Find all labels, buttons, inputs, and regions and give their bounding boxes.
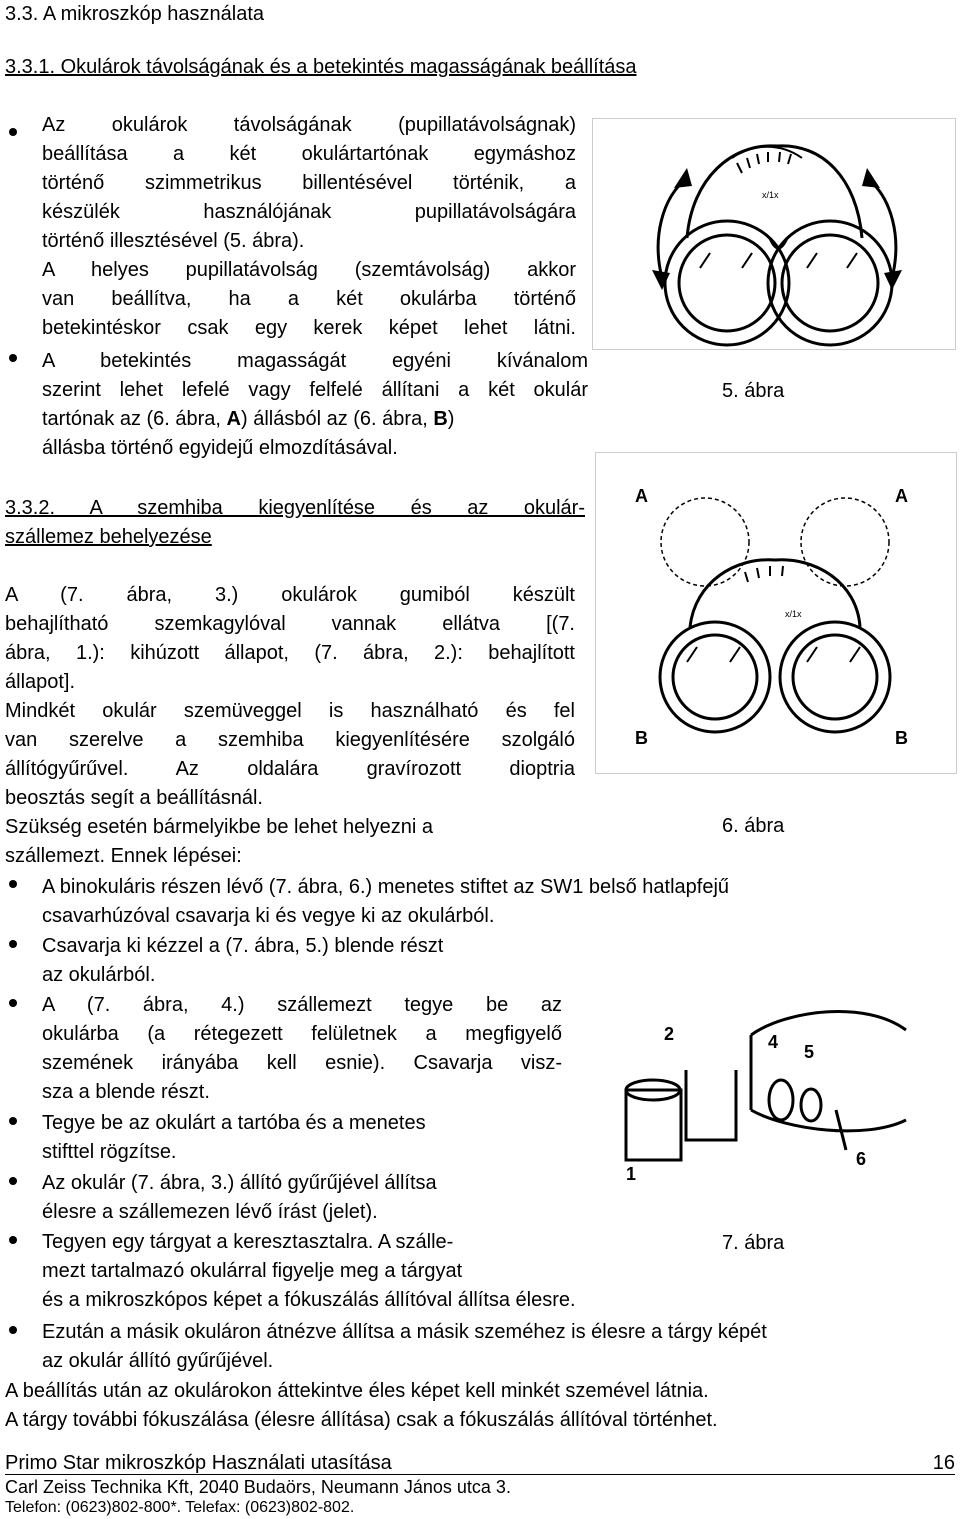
- text-line: szállemezt. Ennek lépései:: [5, 845, 242, 867]
- text-line: A betekintés magasságát egyéni kívánalom: [42, 350, 588, 372]
- text-line: tartónak az (6. ábra, A) állásból az (6. ábra, B): [42, 408, 455, 430]
- text-line: beállítása a két okulártartónak egymáshoz: [42, 143, 576, 165]
- figure-5-caption: 5. ábra: [722, 380, 785, 402]
- closing-paragraph: [5, 1377, 718, 1435]
- step-6: [42, 1228, 576, 1315]
- figure-5-binocular-top-view: [592, 118, 956, 350]
- text-line: A (7. ábra, 4.) szállemezt tegye be az: [42, 994, 562, 1016]
- text-line: betekintéskor csak egy kerek képet lehet látni.: [42, 317, 576, 339]
- figure-6-binocular-positions: [595, 452, 957, 774]
- text-line: A helyes pupillatávolság (szemtávolság) akkor: [42, 259, 576, 281]
- text-line: készülék használójának pupillatávolságára: [42, 201, 576, 223]
- footer-title: Primo Star mikroszkóp Használati utasítása: [5, 1452, 392, 1474]
- bullet: [9, 128, 17, 136]
- paragraph-viewing-height: [42, 347, 588, 463]
- part-label-1: 1: [626, 1164, 637, 1184]
- text-line: Az okulárok távolságának (pupillatávolságnak): [42, 114, 576, 136]
- bullet: [9, 880, 17, 888]
- text-line: és a mikroszkópos képet a fókuszálás állítóval állítsa élesre.: [42, 1289, 576, 1311]
- text-line: mezt tartalmazó okulárral figyelje meg a tárgyat: [42, 1260, 463, 1282]
- paragraph-pupil-distance: [42, 111, 576, 343]
- bullet: [9, 999, 17, 1007]
- text-line: A (7. ábra, 3.) okulárok gumiból készült: [5, 584, 575, 606]
- text-line: van beállítva, ha a két okulárba történő: [42, 288, 576, 310]
- step-2: [42, 932, 443, 990]
- step-5: [42, 1169, 437, 1227]
- text-line: szállemez behelyezése: [5, 526, 212, 548]
- label-A-right: A: [895, 486, 908, 506]
- footer-contact: Telefon: (0623)802-800*. Telefax: (0623)802-802.: [5, 1499, 355, 1516]
- text-line: Tegye be az okulárt a tartóba és a menetes: [42, 1112, 426, 1134]
- step-3: [42, 991, 562, 1107]
- text-line: beosztás segít a beállításnál.: [5, 787, 263, 809]
- subsection-heading: 3.3.1. Okulárok távolságának és a betekintés magasságának beállítása: [5, 56, 637, 78]
- footer-title-row: [5, 1452, 955, 1475]
- text-line: állapot].: [5, 671, 76, 693]
- part-label-4: 4: [768, 1032, 779, 1052]
- text-line: szerint lehet lefelé vagy felfelé állítani a két okulár: [42, 379, 588, 401]
- text-line: állásba történő egyidejű elmozdításával.: [42, 437, 398, 459]
- text-line: történő szimmetrikus billentésével történik, a: [42, 172, 576, 194]
- text-line: Szükség esetén bármelyikbe be lehet helyezni a: [5, 816, 434, 838]
- text-line: A binokuláris részen lévő (7. ábra, 6.) menetes stiftet az SW1 belső hatlapfejű: [42, 876, 730, 898]
- text-line: az okulárból.: [42, 964, 156, 986]
- text-line: Csavarja ki kézzel a (7. ábra, 5.) blende részt: [42, 935, 444, 957]
- step-7: [42, 1318, 767, 1376]
- text-line: 3.3.2. A szemhiba kiegyenlítése és az okulár-: [5, 497, 585, 519]
- text-line: Tegyen egy tárgyat a keresztasztalra. A szálle-: [42, 1231, 454, 1253]
- text-line: sza a blende részt.: [42, 1081, 210, 1103]
- bullet: [9, 1326, 17, 1334]
- text-line: A tárgy további fókuszálása (élesre állítása) csak a fókuszálás állítóval történhet.: [5, 1409, 718, 1431]
- text-line: van szerelve a szemhiba kiegyenlítésére szolgáló: [5, 729, 575, 751]
- bullet: [9, 1236, 17, 1244]
- paragraph-eyecups: [5, 581, 575, 871]
- text-line: ábra, 1.): kihúzott állapot, (7. ábra, 2.): behajlított: [5, 642, 575, 664]
- text-line: Ezután a másik okuláron átnézve állítsa a másik szeméhez is élesre a tárgy képét: [42, 1321, 767, 1343]
- bullet: [9, 1117, 17, 1125]
- text-line: stifttel rögzítse.: [42, 1141, 177, 1163]
- section-heading: 3.3. A mikroszkóp használata: [5, 3, 265, 25]
- text-line: behajlítható szemkagylóval vannak ellátva [(7.: [5, 613, 575, 635]
- text-line: A beállítás után az okulárokon áttekintve éles képet kell minkét szemével látnia.: [5, 1380, 709, 1402]
- text-line: Az okulár (7. ábra, 3.) állító gyűrűjével állítsa: [42, 1172, 437, 1194]
- bullet: [9, 1177, 17, 1185]
- step-4: [42, 1109, 426, 1167]
- label-B-right: B: [895, 728, 908, 748]
- text-line: Mindkét okulár szemüveggel is használható és fel: [5, 700, 575, 722]
- dial-label: x/1x: [785, 609, 802, 619]
- figure-7-caption: 7. ábra: [722, 1232, 785, 1254]
- text-line: szemének irányába kell esnie). Csavarja visz-: [42, 1052, 562, 1074]
- label-A-left: A: [635, 486, 648, 506]
- page-number: 16: [932, 1452, 955, 1474]
- dial-label: x/1x: [762, 190, 779, 200]
- text-line: állítógyűrűvel. Az oldalára gravírozott dioptria: [5, 758, 575, 780]
- text-line: okulárba (a rétegezett felületnek a megfigyelő: [42, 1023, 562, 1045]
- footer-company: Carl Zeiss Technika Kft, 2040 Budaörs, Neumann János utca 3.: [5, 1477, 511, 1497]
- text-line: az okulár állító gyűrűjével.: [42, 1350, 274, 1372]
- bullet: [9, 354, 17, 362]
- figure-6-caption: 6. ábra: [722, 815, 785, 837]
- bullet: [9, 940, 17, 948]
- text-line: élesre a szállemezen lévő írást (jelet).: [42, 1201, 378, 1223]
- text-line: csavarhúzóval csavarja ki és vegye ki az okulárból.: [42, 905, 495, 927]
- text-line: történő illesztésével (5. ábra).: [42, 230, 305, 252]
- step-1: [42, 873, 729, 931]
- part-label-2: 2: [664, 1024, 675, 1044]
- label-B-left: B: [635, 728, 648, 748]
- part-label-6: 6: [856, 1149, 867, 1169]
- subsection-heading-2: [5, 494, 585, 552]
- figure-7-eyepiece-parts: [586, 990, 908, 1188]
- part-label-5: 5: [804, 1042, 815, 1062]
